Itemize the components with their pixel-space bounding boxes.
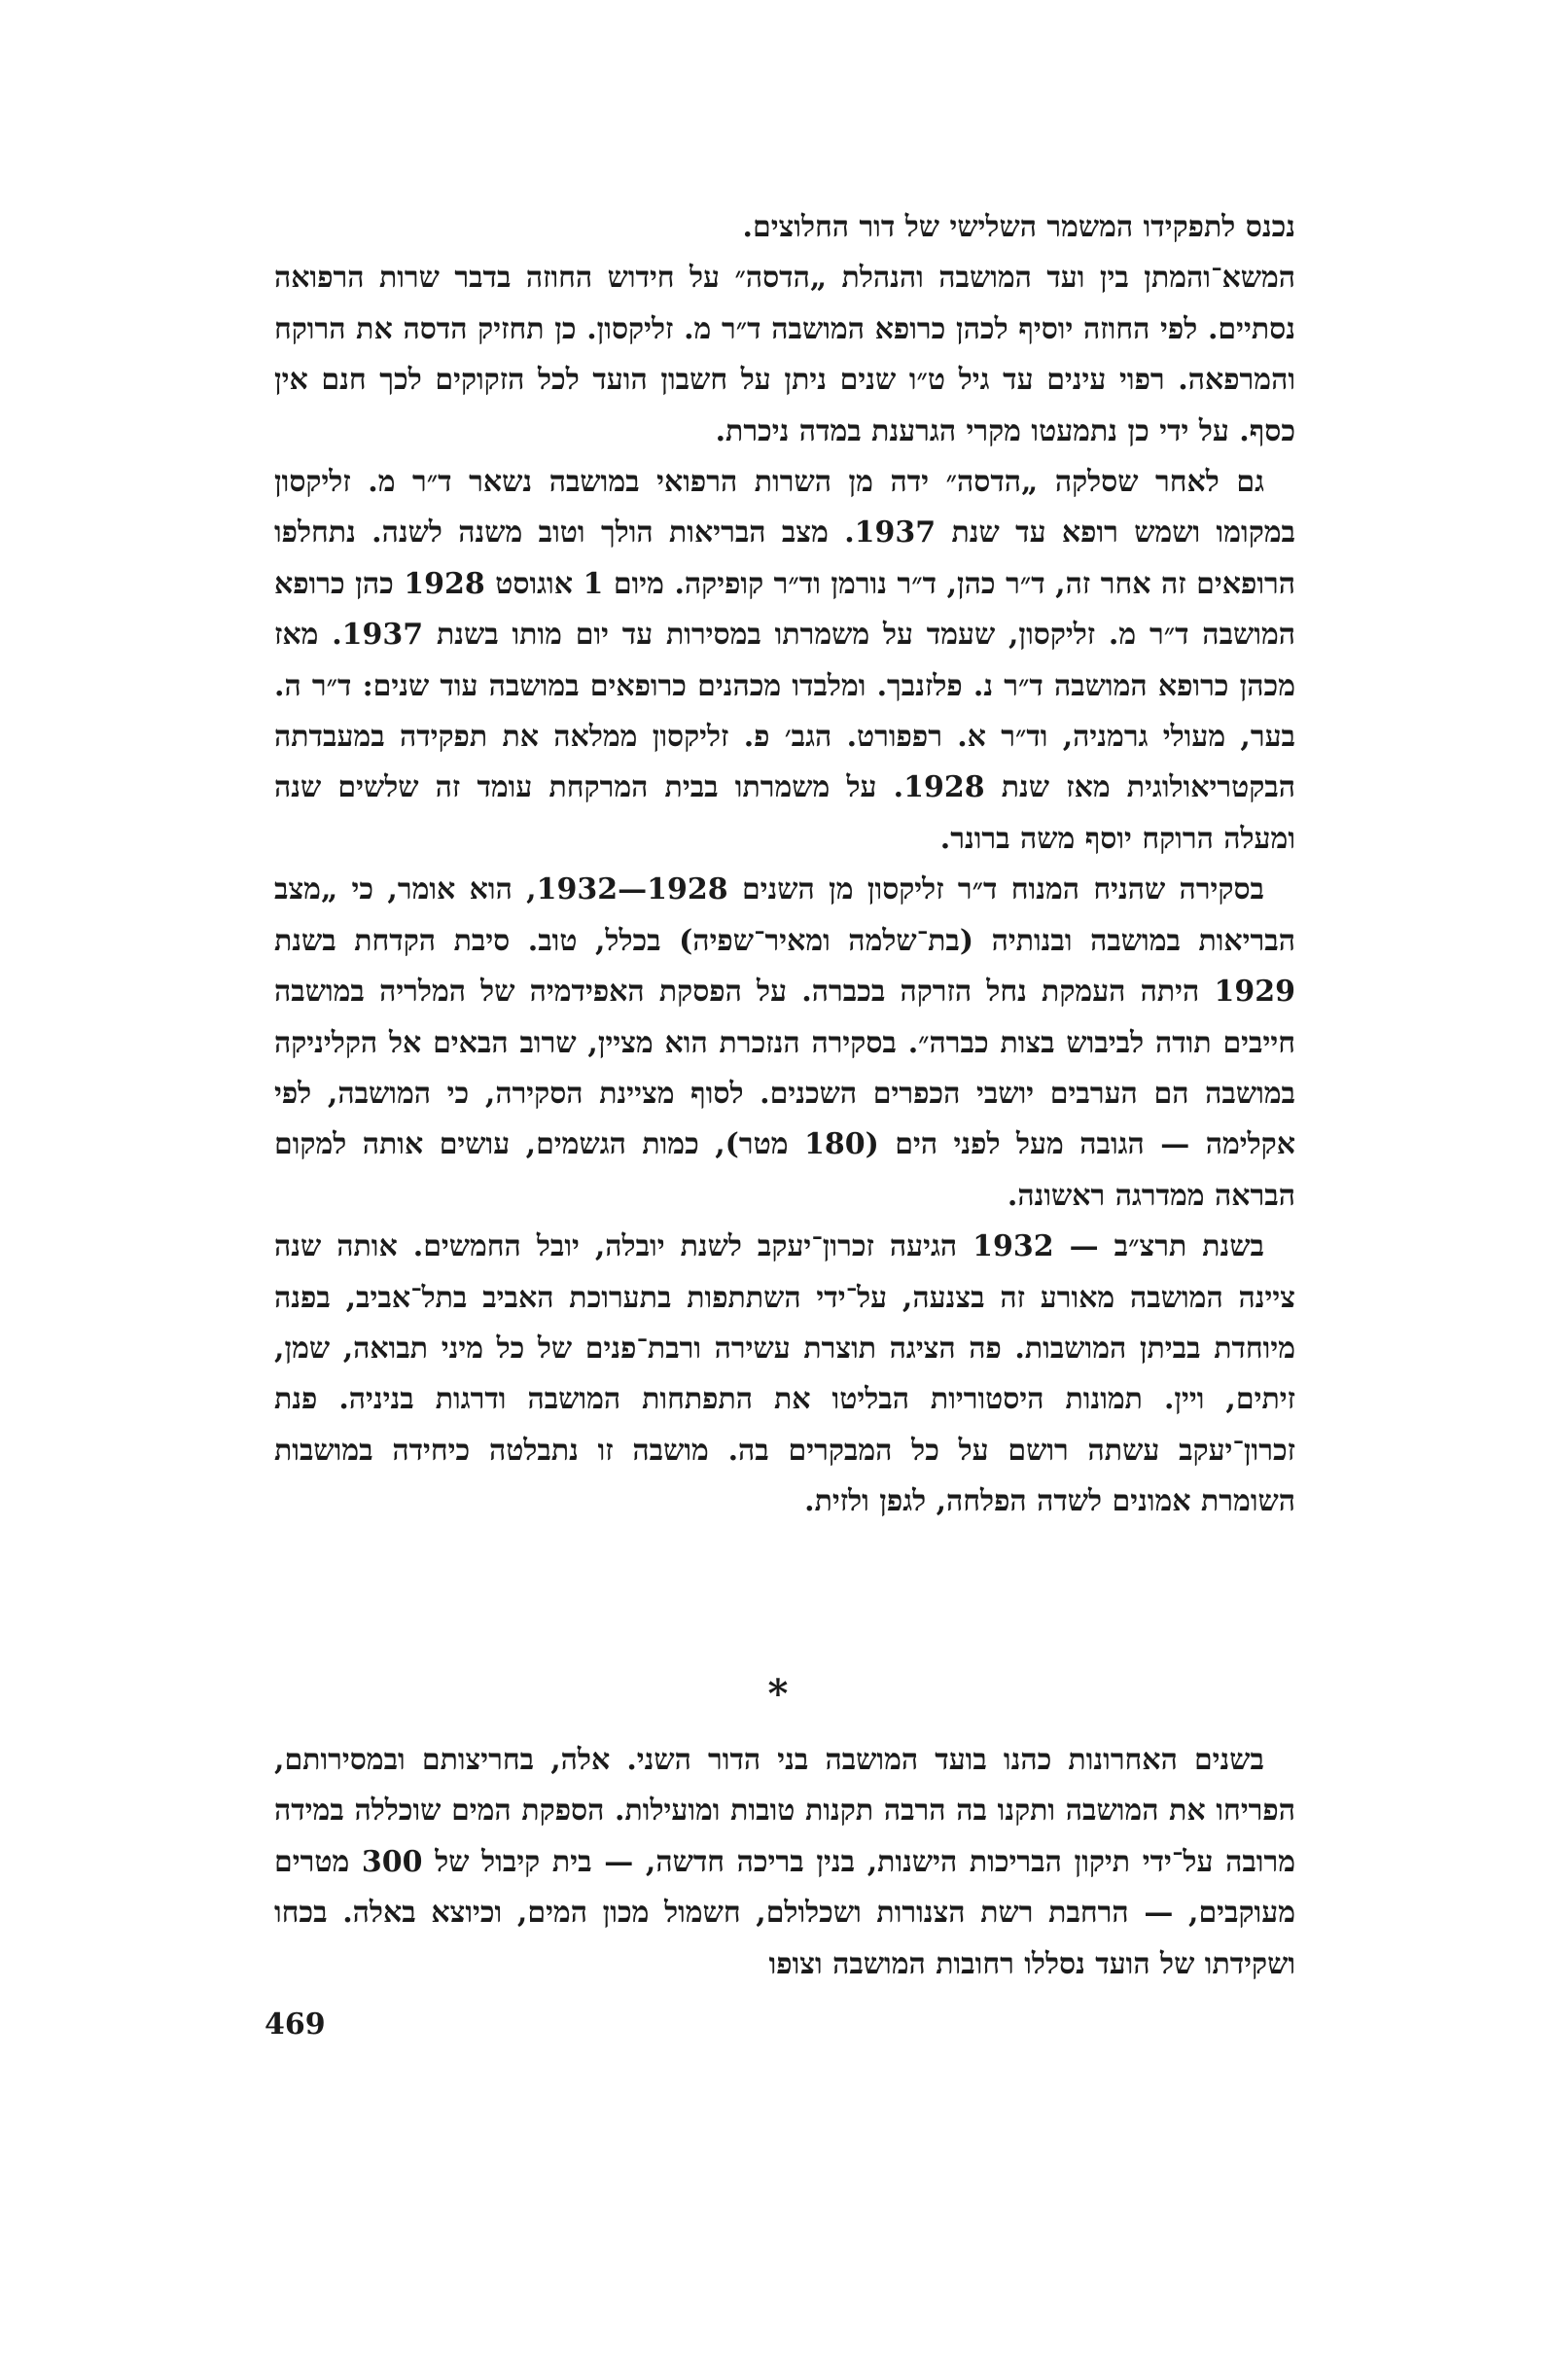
paragraph-hadassah-contract: המשא־והמתן בין ועד המושבה והנהלת „הדסה״ על חידוש החוזה בדבר שרות הרפואה נסתיים. לפי החוזה יוסיף לכהן כרופא המושבה ד״ר מ. זליקסון. כן תחזיק הדסה את הרוקח והמרפאה. רפוי עינים עד גיל ט״ו שנים ניתן על חשבון הועד לכל הזקוקים לכך חנם אין כסף. על ידי כן נתמעטו מקרי הגרענת במדה ניכרת.: [274, 261, 1295, 448]
paragraph-second-generation: בשנים האחרונות כהנו בועד המושבה בני הדור השני. אלה, בחריצותם ובמסירותם, הפריחו את המושבה ותקנו בה הרבה תקנות טובות ומועילות. הספקת המים שוכללה במידה מרובה על־ידי תיקון הבריכות הישנות, בנין בריכה חדשה, — בית קיבול של 300 מטרים מעוקבים, — הרחבת רשת הצנורות ושכלולם, חשמול מכון המים, וכיוצא באלה. בכחו ושקידתו של הועד נסללו רחובות המושבה וצופו: [274, 1743, 1296, 1981]
paragraph-health-survey: בסקירה שהניח המנוח ד״ר זליקסון מן השנים 1928—1932, הוא אומר, כי „מצב הבריאות במושבה ובנותיה (בת־שלמה ומאיר־שפיה) בכלל, טוב. סיבת הקדחת בשנת 1929 היתה העמקת נחל הזרקה בכברה. על הפסקת האפידמיה של המלריה במושבה חייבים תודה לביבוש בצות כברה״. בסקירה הנזכרת הוא מציין, שרוב הבאים אל הקליניקה במושבה הם הערבים יושבי הכפרים השכנים. לסוף מציינת הסקירה, כי המושבה, לפי אקלימה — הגובה מעל לפני הים (180 מטר), כמות הגשמים, עושים אותה למקום הבראה ממדרגה ראשונה.: [274, 872, 1295, 1213]
page-number: 469: [265, 2007, 326, 2042]
main-text-block: [274, 202, 1295, 1528]
paragraph-opening-line: נכנס לתפקידו המשמר השלישי של דור החלוצים.: [742, 210, 1295, 244]
section-separator-asterisk: *: [767, 1671, 789, 1717]
paragraph-doctors: גם לאחר שסלקה „הדסה״ ידה מן השרות הרפואי במושבה נשאר ד״ר מ. זליקסון במקומו ושמש רופא עד שנת 1937. מצב הבריאות הולך וטוב משנה לשנה. נתחלפו הרופאים זה אחר זה, ד״ר כהן, ד״ר נורמן וד״ר קופיקה. מיום 1 אוגוסט 1928 כהן כרופא המושבה ד״ר מ. זליקסון, שעמד על משמרתו במסירות עד יום מותו בשנת 1937. מאז מכהן כרופא המושבה ד״ר נ. פלזנבך. ומלבדו מכהנים כרופאים במושבה עוד שנים: ד״ר ה. בער, מעולי גרמניה, וד״ר א. רפפורט. הגב׳ פ. זליקסון ממלאה את תפקידה במעבדתה הבקטריאולוגית מאז שנת 1928. על משמרתו בבית המרקחת עומד זה שלשים שנה ומעלה הרוקח יוסף משה ברונר.: [274, 465, 1295, 856]
paragraph-jubilee: בשנת תרצ״ב — 1932 הגיעה זכרון־יעקב לשנת יובלה, יובל החמשים. אותה שנה ציינה המושבה מאורע זה בצנעה, על־ידי השתתפות בתערוכת האביב בתל־אביב, בפנה מיוחדת בביתן המושבות. פה הציגה תוצרת עשירה ורבת־פנים של כל מיני תבואה, שמן, זיתים, ויין. תמונות היסטוריות הבליטו את התפתחות המושבה ודרגות בניניה. פנת זכרון־יעקב עשתה רושם על כל המבקרים בה. מושבה זו נתבלטה כיחידה במושבות השומרת אמונים לשדה הפלחה, לגפן ולזית.: [274, 1229, 1295, 1519]
second-text-block: [274, 1735, 1295, 1990]
